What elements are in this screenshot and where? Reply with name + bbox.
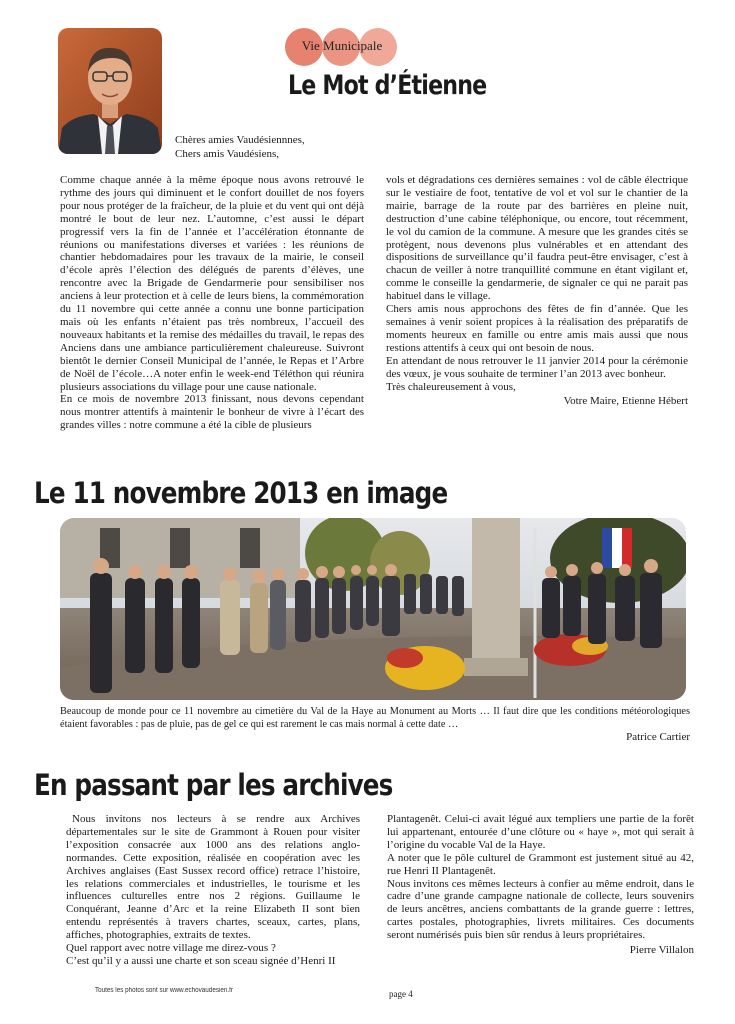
section-title-photo: Le 11 novembre 2013 en image	[34, 476, 448, 510]
paragraph: Nous invitons nos lecteurs à se rendre aux Archives départementales sur le site de Grammont à Rouen pour visiter l’exposition consacrée aux 1000 ans des relations anglo-normandes. Cette exposition, réalisée en coopération avec les Archives anglaises (East Sussex record office) retrace l’histoire, les relations commerciales et industrielles, le tourisme et les influences culturelles entre nos 2 régions. Guillaume le Conquérant, Jeanne d’Arc et la reine Elizabeth II sont bien entendu représentés à travers chartes, sceaux, cartes, plans, affiches, photographies, extraits de textes.	[66, 813, 360, 942]
paragraph: C’est qu’il y a aussi une charte et son sceau signée d’Henri II	[66, 954, 336, 967]
paragraph: En ce mois de novembre 2013 finissant, nous devons cependant nous montrer attentifs à maintenir le bonheur de vivre à l’écart des grandes villes : notre commune a été la cible de plusieurs	[60, 393, 364, 432]
letter-signature: Votre Maire, Etienne Hébert	[563, 395, 688, 408]
paragraph: vols et dégradations ces dernières semaines : vol de câble électrique sur le vestiaire de foot, tentative de vol et vol sur le chantier de la mairie, barrage de la route par des barrières en pleine nuit, destruction d’une cabine téléphonique, ou encore, tout récemment, le vol du camion de la commune. A mesure que les grandes cités se protègent, nous devenons plus vulnérables et en attendant des dispositions de surveillance qu’il faudra peut-être envisager, c’est à chacun de veiller à notre tranquillité commune en étant vigilant et, comme le conseille la gendarmerie, de signaler ce qui ne parait pas habituel dans le village.	[386, 174, 688, 303]
letter-greeting	[175, 133, 305, 161]
archives-signature: Pierre Villalon	[629, 944, 694, 957]
ceremony-photo	[60, 518, 686, 700]
letter-column-right	[386, 174, 688, 408]
paragraph: En attendant de nous retrouver le 11 janvier 2014 pour la cérémonie des vœux, je vous souhaite de terminer l’an 2013 avec bonheur.	[386, 354, 688, 380]
archives-column-right	[387, 813, 694, 957]
mayor-portrait	[58, 28, 162, 154]
paragraph: Très chaleureusement à vous,	[386, 380, 516, 393]
photo-caption: Beaucoup de monde pour ce 11 novembre au cimetière du Val de la Haye au Monument au Morts … Il faut dire que les conditions météorologiques étaient favorables : pas de pluie, pas de gel ce qui est rarement le cas mais normal à cette date …	[60, 706, 690, 730]
paragraph: Nous invitons ces mêmes lecteurs à confier au même endroit, dans le cadre d’une grande campagne nationale de collecte, leurs souvenirs de leurs ancêtres, anciens combattants de la grande guerre : lettres, cartes postales, photographies, livrets militaires. Ces documents seront numérisés puis bien sûr rendus à leurs propriétaires.	[387, 877, 694, 942]
letter-column-left	[60, 174, 364, 432]
paragraph: Plantagenêt. Celui-ci avait légué aux templiers une partie de la forêt lui appartenant, entourée d’une clôture ou « haye », mot qui serait à l’origine du vocable Val de la Haye.	[387, 813, 694, 851]
section-title-archives: En passant par les archives	[34, 768, 393, 802]
section-tag: Vie Municipale	[301, 38, 383, 53]
page-title: Le Mot d’Étienne	[288, 70, 487, 101]
greeting-line: Chères amies Vaudésiennnes,	[175, 134, 305, 146]
paragraph: Quel rapport avec notre village me direz-vous ?	[66, 942, 276, 955]
paragraph: A noter que le pôle culturel de Grammont est justement situé au 42, rue Henri II Plantagenêt.	[387, 851, 694, 877]
paragraph: Comme chaque année à la même époque nous avons retrouvé le rythme des jours qui diminuent et le confort douillet de nos foyers pour nous protéger de la fraîcheur, de la pluie et du vent qui ont déjà montré le bout de leur nez. L’automne, c’est aussi le départ progressif vers la fin de l’année et l’accélération étonnante de réunions ou manifestations diverses et variées : les réunions de chantier hebdomadaires pour les travaux de la mairie, le conseil d’école après l’élection des délégués de parents d’élèves, une rencontre avec la Brigade de Gendarmerie pour sensibiliser nos anciens à leur protection et à celle de leurs biens, la commémoration du 11 novembre qui cette année a connu une bonne participation mais où les enfants n’étaient pas très nombreux, l’accueil des nouveaux habitants et la remise des médailles du travail, le repas des Anciens dans une ambiance particulièrement chaleureuse. Suivront bientôt le dernier Conseil Municipal de l’année, le Repas et l’Arbre de Noël de l’école…A noter enfin le week-end Téléthon qui réunira plusieurs associations du village pour une cause nationale.	[60, 174, 364, 393]
paragraph: Chers amis nous approchons des fêtes de fin d’année. Que les semaines à venir soient propices à la réalisation des préparatifs de moments heureux en famille ou entre amis mais aussi que nous restions attentifs à ceux qui ont besoin de nous.	[386, 303, 688, 354]
photo-credit: Toutes les photos sont sur www.echovaudesien.fr	[95, 987, 233, 994]
archives-column-left	[66, 813, 360, 968]
page-number: page 4	[389, 989, 413, 999]
photo-author: Patrice Cartier	[626, 731, 690, 743]
greeting-line: Chers amis Vaudésiens,	[175, 148, 279, 160]
